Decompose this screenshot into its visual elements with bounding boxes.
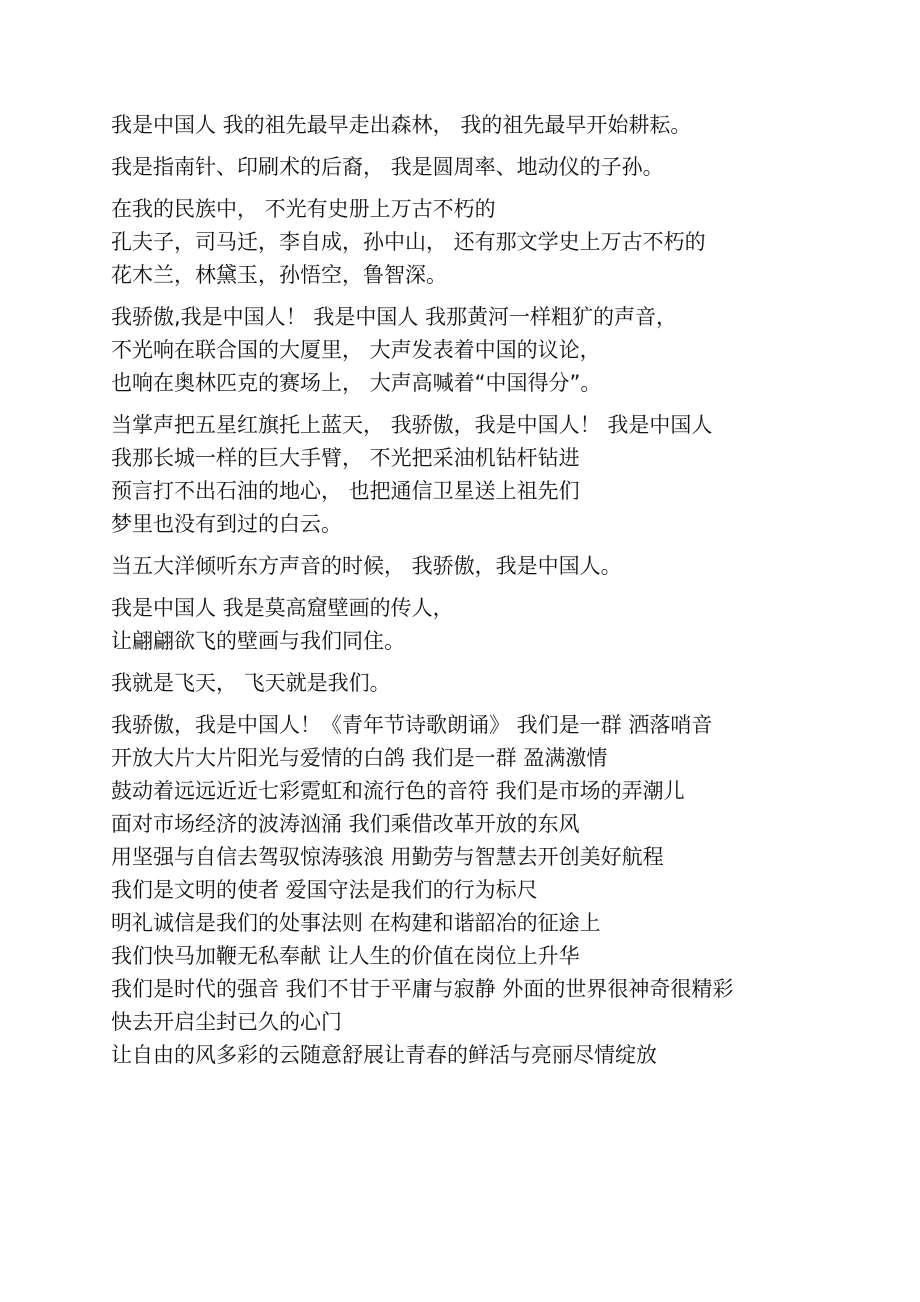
text-line: 让自由的风多彩的云随意舒展让青春的鲜活与亮丽尽情绽放 [111,1043,657,1067]
poem-text [111,109,891,1081]
text-line: 我们是文明的使者 爱国守法是我们的行为标尺 [111,878,538,902]
paragraph [111,151,891,184]
text-line: 面对市场经济的波涛汹涌 我们乘借改革开放的东风 [111,812,580,836]
paragraph [111,667,891,700]
text-line: 我是中国人 我是莫高窟壁画的传人， [111,596,454,620]
text-line: 当掌声把五星红旗托上蓝天， 我骄傲，我是中国人！ 我是中国人 [111,413,713,437]
text-line: 也响在奥林匹克的赛场上， 大声高喊着“中国得分”。 [111,371,602,395]
text-line: 我是中国人 我的祖先最早走出森林， 我的祖先最早开始耕耘。 [111,113,692,137]
text-line: 当五大洋倾听东方声音的时候， 我骄傲，我是中国人。 [111,554,622,578]
text-line: 预言打不出石油的地心， 也把通信卫星送上祖先们 [111,479,580,503]
text-line: 明礼诚信是我们的处事法则 在构建和谐韶冶的征途上 [111,911,601,935]
paragraph [111,193,891,292]
text-line: 梦里也没有到过的白云。 [111,512,342,536]
text-line: 我是指南针、印刷术的后裔， 我是圆周率、地动仪的子孙。 [111,155,664,179]
paragraph [111,550,891,583]
paragraph [111,109,891,142]
paragraph [111,592,891,658]
text-line: 我骄傲，我是中国人！《青年节诗歌朗诵》 我们是一群 洒落哨音 [111,713,713,737]
paragraph [111,709,891,1072]
text-line: 用坚强与自信去驾驭惊涛骇浪 用勤劳与智慧去开创美好航程 [111,845,664,869]
text-line: 我就是飞天， 飞天就是我们。 [111,671,391,695]
text-line: 花木兰，林黛玉，孙悟空，鲁智深。 [111,263,447,287]
text-line: 我骄傲,我是中国人！ 我是中国人 我那黄河一样粗犷的声音， [111,305,678,329]
paragraph [111,409,891,541]
text-line: 我们是时代的强音 我们不甘于平庸与寂静 外面的世界很神奇很精彩 [111,977,734,1001]
text-line: 孔夫子，司马迁，李自成，孙中山， 还有那文学史上万古不朽的 [111,230,706,254]
text-line: 快去开启尘封已久的心门 [111,1010,342,1034]
text-line: 开放大片大片阳光与爱情的白鸽 我们是一群 盈满激情 [111,746,608,770]
text-line: 我那长城一样的巨大手臂， 不光把采油机钻杆钻进 [111,446,580,470]
text-line: 鼓动着远远近近七彩霓虹和流行色的音符 我们是市场的弄潮儿 [111,779,685,803]
text-line: 不光响在联合国的大厦里， 大声发表着中国的议论， [111,338,601,362]
paragraph [111,301,891,400]
text-line: 在我的民族中， 不光有史册上万古不朽的 [111,197,496,221]
text-line: 我们快马加鞭无私奉献 让人生的价值在岗位上升华 [111,944,580,968]
text-line: 让翩翩欲飞的壁画与我们同住。 [111,629,405,653]
